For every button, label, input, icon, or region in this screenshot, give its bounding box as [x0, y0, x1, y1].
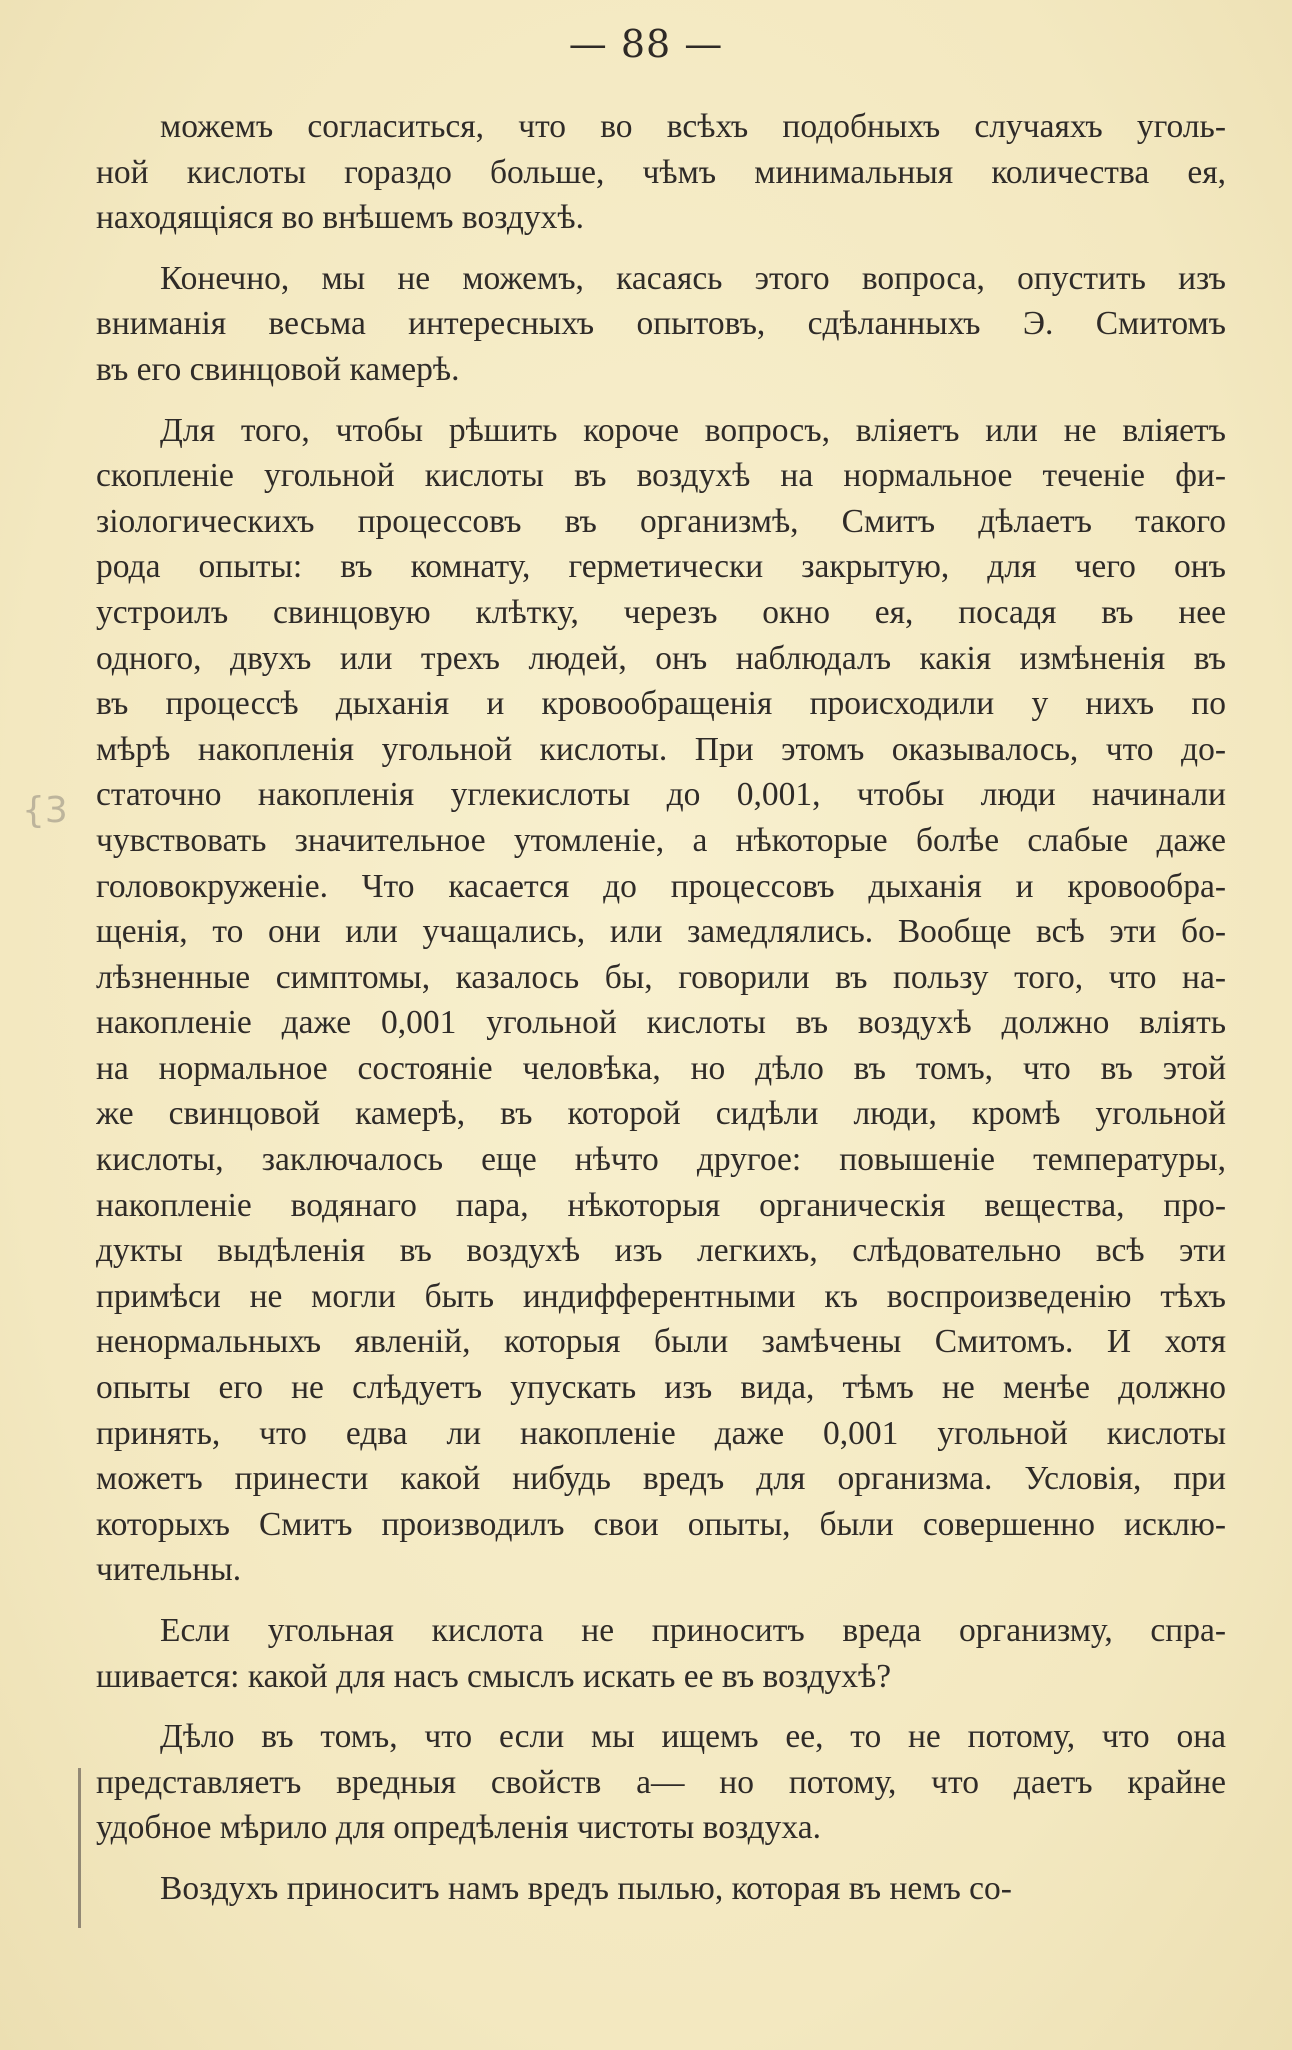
paragraph — [96, 256, 1226, 393]
text-line: примѣси не могли быть индифферентными къ воспроизведенію тѣхъ — [96, 1277, 1226, 1315]
text-line: Конечно, мы не можемъ, касаясь этого вопроса, опустить изъ — [160, 259, 1226, 297]
text-line: представляетъ вредныя свойств а— но потому, что даетъ крайне — [96, 1763, 1226, 1801]
text-line: Воздухъ приноситъ намъ вредъ пылью, которая въ немъ со- — [160, 1869, 1012, 1907]
paragraph — [96, 408, 1226, 1593]
text-line: Для того, чтобы рѣшить короче вопросъ, вліяетъ или не вліяетъ — [160, 411, 1226, 449]
text-line: шивается: какой для насъ смыслъ искать ее въ воздухѣ? — [96, 1657, 892, 1695]
margin-annotation: {3 — [22, 790, 68, 831]
text-line: въ процессѣ дыханія и кровообращенія происходили у нихъ по — [96, 685, 1226, 723]
text-line: одного, двухъ или трехъ людей, онъ наблюдалъ какія измѣненія въ — [96, 639, 1226, 677]
text-line: щенія, то они или учащались, или замедлялись. Вообще всѣ эти бо- — [96, 913, 1226, 951]
text-line: мѣрѣ накопленія угольной кислоты. При этомъ оказывалось, что до- — [96, 730, 1226, 768]
text-line: принять, что едва ли накопленіе даже 0,001 угольной кислоты — [96, 1414, 1226, 1452]
text-line: дукты выдѣленія въ воздухѣ изъ легкихъ, слѣдовательно всѣ эти — [96, 1232, 1226, 1270]
text-line: которыхъ Смитъ производилъ свои опыты, были совершенно исклю- — [96, 1505, 1226, 1543]
text-line: Если угольная кислота не приноситъ вреда организму, спра- — [160, 1612, 1226, 1649]
text-line: можемъ согласиться, что во всѣхъ подобныхъ случаяхъ уголь- — [160, 108, 1226, 145]
text-line: устроилъ свинцовую клѣтку, черезъ окно ея, посадя въ нее — [96, 593, 1226, 631]
text-line: накопленіе водянаго пара, нѣкоторыя органическія вещества, про- — [96, 1186, 1226, 1224]
paragraph — [96, 1714, 1226, 1851]
text-line: накопленіе даже 0,001 угольной кислоты въ воздухѣ должно вліять — [96, 1004, 1226, 1042]
margin-bracket-mark — [78, 1768, 87, 1928]
text-line: скопленіе угольной кислоты въ воздухѣ на нормальное теченіе фи- — [96, 457, 1226, 495]
text-line: рода опыты: въ комнату, герметически закрытую, для чего онъ — [96, 548, 1226, 586]
paragraph — [96, 1608, 1226, 1699]
text-line: вниманія весьма интересныхъ опытовъ, сдѣланныхъ Э. Смитомъ — [96, 305, 1226, 343]
text-line: находящіяся во внѣшемъ воздухѣ. — [96, 199, 584, 237]
text-line: чительны. — [96, 1551, 242, 1589]
paragraph — [96, 1866, 1226, 1912]
page-number: — 88 — — [568, 22, 724, 66]
paragraph — [96, 104, 1226, 241]
text-line: головокруженіе. Что касается до процессовъ дыханія и кровообра- — [96, 867, 1226, 905]
text-line: можетъ принести какой нибудь вредъ для организма. Условія, при — [96, 1460, 1226, 1498]
text-line: въ его свинцовой камерѣ. — [96, 350, 460, 388]
text-line: ненормальныхъ явленій, которыя были замѣчены Смитомъ. И хотя — [96, 1323, 1226, 1361]
text-line: Дѣло въ томъ, что если мы ищемъ ее, то не потому, что она — [160, 1718, 1226, 1756]
text-line: статочно накопленія углекислоты до 0,001, чтобы люди начинали — [96, 776, 1226, 814]
text-line: на нормальное состояніе человѣка, но дѣло въ томъ, что въ этой — [96, 1049, 1226, 1087]
text-line: чувствовать значительное утомленіе, а нѣкоторые болѣе слабые даже — [96, 821, 1226, 859]
text-line: лѣзненные симптомы, казалось бы, говорили въ пользу того, что на- — [96, 958, 1226, 996]
text-line: зіологическихъ процессовъ въ организмѣ, Смитъ дѣлаетъ такого — [96, 502, 1226, 540]
text-line: удобное мѣрило для опредѣленія чистоты воздуха. — [96, 1809, 821, 1847]
text-line: ной кислоты гораздо больше, чѣмъ минимальныя количества ея, — [96, 153, 1226, 191]
text-line: кислоты, заключалось еще нѣчто другое: повышеніе температуры, — [96, 1141, 1226, 1179]
body-text — [96, 104, 1226, 1927]
text-line: же свинцовой камерѣ, въ которой сидѣли люди, кромѣ угольной — [96, 1095, 1226, 1133]
text-line: опыты его не слѣдуетъ упускать изъ вида, тѣмъ не менѣе должно — [96, 1369, 1226, 1407]
